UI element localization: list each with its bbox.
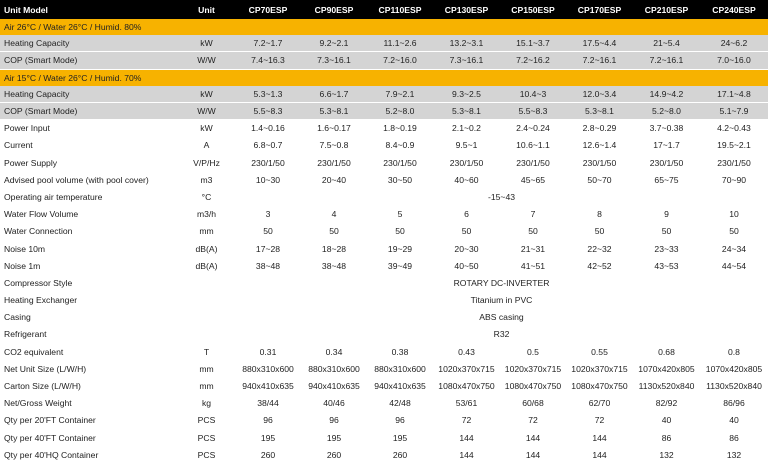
cell-value: 195: [235, 429, 301, 446]
table-row: [0, 343, 768, 360]
section-header-row: [0, 69, 768, 86]
cell-value: 1070x420x805: [633, 360, 700, 377]
cell-value: 21~31: [500, 240, 566, 257]
row-unit: kg: [178, 395, 235, 412]
header-unit: Unit: [178, 0, 235, 19]
row-label: Refrigerant: [0, 326, 178, 343]
cell-value: 22~32: [566, 240, 633, 257]
table-row: [0, 377, 768, 394]
cell-value: 0.8: [700, 343, 768, 360]
header-model: CP150ESP: [500, 0, 566, 19]
section-label: Air 26°C / Water 26°C / Humid. 80%: [0, 19, 768, 35]
cell-value: 260: [301, 446, 367, 463]
row-unit: [178, 309, 235, 326]
table-row: [0, 86, 768, 103]
cell-value: 0.5: [500, 343, 566, 360]
cell-value: 15.1~3.7: [500, 35, 566, 52]
table-row: [0, 206, 768, 223]
row-label: Net/Gross Weight: [0, 395, 178, 412]
cell-value: 10.4~3: [500, 86, 566, 103]
cell-value: 2.8~0.29: [566, 120, 633, 137]
cell-value: 96: [301, 412, 367, 429]
cell-value: 50~70: [566, 171, 633, 188]
cell-value: 6.8~0.7: [235, 137, 301, 154]
cell-value: 0.34: [301, 343, 367, 360]
cell-value: 1130x520x840: [700, 377, 768, 394]
cell-value: 4: [301, 206, 367, 223]
cell-value: 6.6~1.7: [301, 86, 367, 103]
cell-value: 0.38: [367, 343, 433, 360]
cell-value: 7.9~2.1: [367, 86, 433, 103]
cell-value: 17~1.7: [633, 137, 700, 154]
cell-value: 0.55: [566, 343, 633, 360]
cell-value: 7.3~16.1: [301, 52, 367, 69]
cell-value: 9: [633, 206, 700, 223]
cell-value: 230/1/50: [700, 154, 768, 171]
table-row: [0, 412, 768, 429]
cell-value: 19~29: [367, 240, 433, 257]
row-label: Qty per 40'HQ Container: [0, 446, 178, 463]
row-label: Operating air temperature: [0, 188, 178, 205]
cell-value: 12.0~3.4: [566, 86, 633, 103]
row-label: Qty per 20'FT Container: [0, 412, 178, 429]
cell-value: 13.2~3.1: [433, 35, 500, 52]
table-row: [0, 223, 768, 240]
cell-value: 21~5.4: [633, 35, 700, 52]
section-label: Air 15°C / Water 26°C / Humid. 70%: [0, 69, 768, 86]
cell-value: 940x410x635: [235, 377, 301, 394]
cell-value: 9.5~1: [433, 137, 500, 154]
table-row: [0, 360, 768, 377]
row-label: Noise 1m: [0, 257, 178, 274]
cell-value: 5.3~8.1: [433, 102, 500, 119]
cell-value: 144: [500, 446, 566, 463]
table-row: [0, 309, 768, 326]
cell-value: 1.4~0.16: [235, 120, 301, 137]
cell-value: 5.5~8.3: [500, 102, 566, 119]
cell-value: 7.0~16.0: [700, 52, 768, 69]
cell-value: 230/1/50: [433, 154, 500, 171]
cell-value: 86: [700, 429, 768, 446]
cell-value: 23~33: [633, 240, 700, 257]
cell-value: 41~51: [500, 257, 566, 274]
cell-value: 45~65: [500, 171, 566, 188]
row-unit: PCS: [178, 429, 235, 446]
cell-value: 9.2~2.1: [301, 35, 367, 52]
header-unit-model: Unit Model: [0, 0, 178, 19]
cell-value: 144: [433, 446, 500, 463]
row-label: Heating Capacity: [0, 35, 178, 52]
section-header-row: [0, 19, 768, 35]
cell-value: 1.6~0.17: [301, 120, 367, 137]
cell-value: 3.7~0.38: [633, 120, 700, 137]
cell-value: 72: [500, 412, 566, 429]
cell-value: 144: [500, 429, 566, 446]
cell-value: 1020x370x715: [500, 360, 566, 377]
cell-value: 53/61: [433, 395, 500, 412]
table-row: [0, 257, 768, 274]
table-row: [0, 35, 768, 52]
table-row: [0, 154, 768, 171]
cell-value: 7.2~16.0: [367, 52, 433, 69]
row-unit: °C: [178, 188, 235, 205]
row-unit: kW: [178, 120, 235, 137]
cell-value: 50: [301, 223, 367, 240]
cell-value: 132: [633, 446, 700, 463]
cell-value: 1080x470x750: [433, 377, 500, 394]
row-unit: [178, 292, 235, 309]
table-row: [0, 137, 768, 154]
row-shared-value: ABS casing: [235, 309, 768, 326]
cell-value: 50: [566, 223, 633, 240]
cell-value: 18~28: [301, 240, 367, 257]
cell-value: 880x310x600: [367, 360, 433, 377]
cell-value: 1.8~0.19: [367, 120, 433, 137]
table-header-row: [0, 0, 768, 19]
table-row: [0, 292, 768, 309]
cell-value: 230/1/50: [367, 154, 433, 171]
cell-value: 72: [566, 412, 633, 429]
cell-value: 10~30: [235, 171, 301, 188]
header-model: CP110ESP: [367, 0, 433, 19]
header-model: CP240ESP: [700, 0, 768, 19]
cell-value: 86: [633, 429, 700, 446]
cell-value: 7.3~16.1: [433, 52, 500, 69]
cell-value: 230/1/50: [566, 154, 633, 171]
row-label: Compressor Style: [0, 274, 178, 291]
cell-value: 7.5~0.8: [301, 137, 367, 154]
cell-value: 96: [235, 412, 301, 429]
cell-value: 24~6.2: [700, 35, 768, 52]
cell-value: 20~40: [301, 171, 367, 188]
table-body: [0, 19, 768, 463]
cell-value: 7.2~1.7: [235, 35, 301, 52]
row-unit: PCS: [178, 446, 235, 463]
table-row: [0, 102, 768, 119]
row-unit: T: [178, 343, 235, 360]
row-unit: [178, 326, 235, 343]
row-label: Heating Capacity: [0, 86, 178, 103]
cell-value: 70~90: [700, 171, 768, 188]
cell-value: 38/44: [235, 395, 301, 412]
cell-value: 260: [367, 446, 433, 463]
cell-value: 10.6~1.1: [500, 137, 566, 154]
row-unit: V/P/Hz: [178, 154, 235, 171]
row-label: Carton Size (L/W/H): [0, 377, 178, 394]
row-label: COP (Smart Mode): [0, 52, 178, 69]
table-row: [0, 52, 768, 69]
row-unit: mm: [178, 377, 235, 394]
row-label: Casing: [0, 309, 178, 326]
cell-value: 40/46: [301, 395, 367, 412]
cell-value: 940x410x635: [367, 377, 433, 394]
cell-value: 7: [500, 206, 566, 223]
cell-value: 1070x420x805: [700, 360, 768, 377]
cell-value: 7.2~16.2: [500, 52, 566, 69]
cell-value: 17.1~4.8: [700, 86, 768, 103]
cell-value: 8: [566, 206, 633, 223]
cell-value: 40~60: [433, 171, 500, 188]
cell-value: 5: [367, 206, 433, 223]
cell-value: 230/1/50: [633, 154, 700, 171]
row-unit: PCS: [178, 412, 235, 429]
row-unit: kW: [178, 86, 235, 103]
cell-value: 14.9~4.2: [633, 86, 700, 103]
table-row: [0, 429, 768, 446]
row-unit: W/W: [178, 52, 235, 69]
cell-value: 0.43: [433, 343, 500, 360]
cell-value: 12.6~1.4: [566, 137, 633, 154]
row-label: Current: [0, 137, 178, 154]
cell-value: 260: [235, 446, 301, 463]
row-unit: dB(A): [178, 257, 235, 274]
cell-value: 20~30: [433, 240, 500, 257]
cell-value: 19.5~2.1: [700, 137, 768, 154]
table-row: [0, 240, 768, 257]
table-row: [0, 171, 768, 188]
header-model: CP70ESP: [235, 0, 301, 19]
row-shared-value: ROTARY DC-INVERTER: [235, 274, 768, 291]
cell-value: 230/1/50: [500, 154, 566, 171]
cell-value: 50: [500, 223, 566, 240]
row-shared-value: -15~43: [235, 188, 768, 205]
cell-value: 144: [433, 429, 500, 446]
cell-value: 4.2~0.43: [700, 120, 768, 137]
cell-value: 17.5~4.4: [566, 35, 633, 52]
row-label: CO2 equivalent: [0, 343, 178, 360]
row-unit: [178, 274, 235, 291]
cell-value: 5.3~8.1: [566, 102, 633, 119]
cell-value: 86/96: [700, 395, 768, 412]
cell-value: 2.4~0.24: [500, 120, 566, 137]
header-model: CP130ESP: [433, 0, 500, 19]
row-unit: mm: [178, 360, 235, 377]
cell-value: 5.1~7.9: [700, 102, 768, 119]
cell-value: 7.2~16.1: [566, 52, 633, 69]
table-row: [0, 274, 768, 291]
cell-value: 5.3~8.1: [301, 102, 367, 119]
cell-value: 44~54: [700, 257, 768, 274]
cell-value: 30~50: [367, 171, 433, 188]
row-shared-value: Titanium in PVC: [235, 292, 768, 309]
row-unit: W/W: [178, 102, 235, 119]
cell-value: 38~48: [301, 257, 367, 274]
cell-value: 39~49: [367, 257, 433, 274]
row-label: COP (Smart Mode): [0, 102, 178, 119]
cell-value: 0.31: [235, 343, 301, 360]
cell-value: 8.4~0.9: [367, 137, 433, 154]
header-model: CP90ESP: [301, 0, 367, 19]
cell-value: 144: [566, 429, 633, 446]
table-row: [0, 188, 768, 205]
cell-value: 7.4~16.3: [235, 52, 301, 69]
cell-value: 195: [301, 429, 367, 446]
cell-value: 11.1~2.6: [367, 35, 433, 52]
cell-value: 40~50: [433, 257, 500, 274]
cell-value: 880x310x600: [301, 360, 367, 377]
cell-value: 230/1/50: [235, 154, 301, 171]
cell-value: 62/70: [566, 395, 633, 412]
cell-value: 38~48: [235, 257, 301, 274]
row-label: Advised pool volume (with pool cover): [0, 171, 178, 188]
row-label: Water Flow Volume: [0, 206, 178, 223]
row-unit: mm: [178, 223, 235, 240]
cell-value: 50: [433, 223, 500, 240]
cell-value: 17~28: [235, 240, 301, 257]
row-label: Power Supply: [0, 154, 178, 171]
row-label: Water Connection: [0, 223, 178, 240]
cell-value: 5.5~8.3: [235, 102, 301, 119]
cell-value: 50: [633, 223, 700, 240]
cell-value: 50: [367, 223, 433, 240]
cell-value: 82/92: [633, 395, 700, 412]
cell-value: 1080x470x750: [566, 377, 633, 394]
cell-value: 50: [235, 223, 301, 240]
table-row: [0, 395, 768, 412]
cell-value: 43~53: [633, 257, 700, 274]
row-unit: m3/h: [178, 206, 235, 223]
row-label: Qty per 40'FT Container: [0, 429, 178, 446]
cell-value: 0.68: [633, 343, 700, 360]
cell-value: 50: [700, 223, 768, 240]
cell-value: 1130x520x840: [633, 377, 700, 394]
cell-value: 5.2~8.0: [367, 102, 433, 119]
header-model: CP210ESP: [633, 0, 700, 19]
row-label: Net Unit Size (L/W/H): [0, 360, 178, 377]
cell-value: 5.3~1.3: [235, 86, 301, 103]
cell-value: 940x410x635: [301, 377, 367, 394]
row-label: Heating Exchanger: [0, 292, 178, 309]
cell-value: 40: [633, 412, 700, 429]
row-unit: A: [178, 137, 235, 154]
row-label: Power Input: [0, 120, 178, 137]
cell-value: 72: [433, 412, 500, 429]
row-label: Noise 10m: [0, 240, 178, 257]
cell-value: 42/48: [367, 395, 433, 412]
cell-value: 1080x470x750: [500, 377, 566, 394]
table-row: [0, 120, 768, 137]
row-unit: dB(A): [178, 240, 235, 257]
cell-value: 7.2~16.1: [633, 52, 700, 69]
table-row: [0, 446, 768, 463]
header-model: CP170ESP: [566, 0, 633, 19]
cell-value: 144: [566, 446, 633, 463]
row-unit: m3: [178, 171, 235, 188]
row-unit: kW: [178, 35, 235, 52]
cell-value: 5.2~8.0: [633, 102, 700, 119]
cell-value: 65~75: [633, 171, 700, 188]
cell-value: 880x310x600: [235, 360, 301, 377]
cell-value: 42~52: [566, 257, 633, 274]
cell-value: 10: [700, 206, 768, 223]
row-shared-value: R32: [235, 326, 768, 343]
cell-value: 195: [367, 429, 433, 446]
cell-value: 2.1~0.2: [433, 120, 500, 137]
cell-value: 230/1/50: [301, 154, 367, 171]
cell-value: 1020x370x715: [433, 360, 500, 377]
table-row: [0, 326, 768, 343]
cell-value: 24~34: [700, 240, 768, 257]
cell-value: 40: [700, 412, 768, 429]
cell-value: 132: [700, 446, 768, 463]
cell-value: 1020x370x715: [566, 360, 633, 377]
cell-value: 6: [433, 206, 500, 223]
cell-value: 3: [235, 206, 301, 223]
cell-value: 96: [367, 412, 433, 429]
cell-value: 60/68: [500, 395, 566, 412]
cell-value: 9.3~2.5: [433, 86, 500, 103]
